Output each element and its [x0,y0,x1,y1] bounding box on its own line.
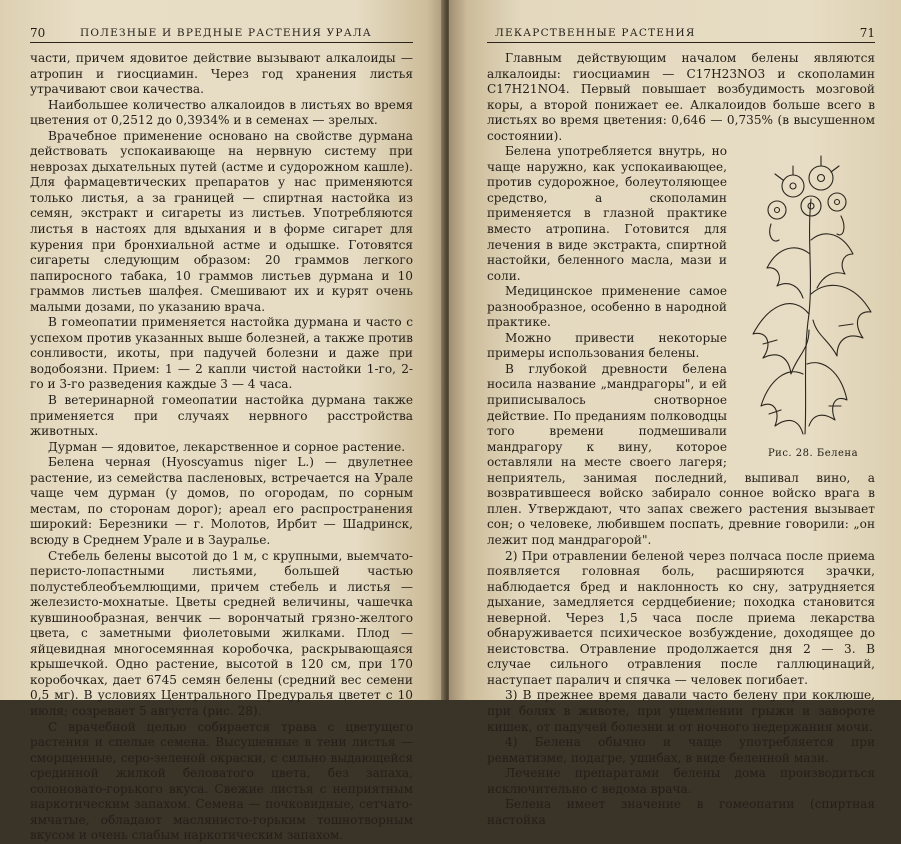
left-page-number: 70 [30,26,46,40]
figure-caption: Рис. 28. Белена [767,448,859,460]
paragraph: С врачебной целью собирается трава с цветущего растения и спелые семена. Высушенные в тени листья — сморщенные, серо-зеленой окраски, с сильно выдающейся срединной жилкой беловатого цвета, без запаха, солоновато-горького вкуса. Свежие листья с неприятным наркотическим запахом. Семена — почковидные, сетчато-ямчатые, обладают маслянисто-горьким тошнотворным вкусом и очень слабым наркотическим запахом. [30,719,413,843]
paragraph: 3) В прежнее время давали часто белену при коклюше, при болях в животе, при ущемлении грыжи и завороте кишек, от падучей болезни и от ночного недержания мочи. [487,688,875,734]
right-running-head: ЛЕКАРСТВЕННЫЕ РАСТЕНИЯ [495,27,696,39]
paragraph: части, причем ядовитое действие вызывают алкалоиды — атропин и гиосциамин. Через год хранения листья утрачивают свои качества. [30,51,413,97]
left-page [0,0,445,843]
paragraph: Медицинское применение самое разнообразное, особенно в народной практике. [487,284,727,330]
right-page-header [487,20,875,43]
right-page [449,0,901,827]
paragraph: Врачебное применение основано на свойстве дурмана действовать успокаивающе на нервную систему при неврозах дыхательных путей (астме и судорожном кашле). Для фармацевтических препаратов у нас применяются только листья, а за границей — спиртная настойка из семян, экстракт и сигареты из листьев. Употребляются листья в настоях для вдыхания и в форме сигарет для курения при бронхиальной астме и одышке. Готовятся сигареты следующим образом: 20 граммов легкого папиросного табака, 10 граммов листьев дурмана и 10 граммов листьев шалфея. Смешивают их и курят очень малыми дозами, по указанию врача. [30,128,413,314]
paragraph: 2) При отравлении беленой через полчаса после приема появляется головная боль, расширяются зрачки, наблюдается бред и наклонность ко сну, затрудняется дыхание, замедляется сердцебиение; походка становится неверной. Через 1,5 часа после приема лекарства обнаруживается психическое возбуждение, доходящее до неистовства. Отравление продолжается дня 2 — 3. В случае сильного отравления после галлюцинаций, наступает паралич и спячка — человек погибает. [487,548,875,687]
left-running-head: ПОЛЕЗНЫЕ И ВРЕДНЫЕ РАСТЕНИЯ УРАЛА [80,27,372,39]
right-page-number: 71 [859,26,875,40]
paragraph: Можно привести некоторые примеры использования белены. [487,330,727,361]
paragraph: Белена имеет значение в гомеопатии (спиртная настойка [487,797,875,827]
paragraph: Главным действующим началом белены являются алкалоиды: гиосциамин — C17H23NO3 и скополамин C17H21NO4. Первый повышает возбудимость мозговой коры, а второй понижает ее. Алкалоидов больше всего в листьях во время цветения: 0,646 — 0,735% (в высушенном состоянии). [487,51,875,143]
paragraph: В гомеопатии применяется настойка дурмана и часто с успехом против указанных выше болезней, а также против сонливости, икоты, при падучей болезни и даже при водобоязни. Прием: 1 — 2 капли чистой настойки 1-го, 2-го и 3-го разведения каждые 3 — 4 часа. [30,315,413,392]
paragraph: Белена употребляется внутрь, но чаще наружно, как успокаивающее, против судорожное, болеутоляющее средство, а скополамин применяется в глазной практике вместо атропина. Готовится для лечения в виде экстракта, спиртной настойки, беленного масла, мази и соли. [487,144,727,283]
henbane-illustration [733,144,883,464]
paragraph: Лечение препаратами белены дома производиться исключительно с ведома врача. [487,766,875,796]
left-page-text [30,51,413,844]
paragraph: Стебель белены высотой до 1 м, с крупными, выемчато-перисто-лопастными листьями, большей частью полустеблеобъемлющими, причем стебель и листья — железисто-мохнатые. Цветы средней величины, чашечка кувшинообразная, венчик — ворончатый грязно-желтого цвета, с заметными фиолетовыми жилками. Плод — яйцевидная многосемянная коробочка, раскрывающаяся крышечкой. Одно растение, высотой в 120 см, при 170 коробочках, дает 6745 семян белены (средний вес семени 0,5 мг). В условиях Центрального Предуралья цветет с 10 июля; созревает 5 августа (рис. 28). [30,548,413,718]
henbane-plant-icon [733,144,883,444]
paragraph: В ветеринарной гомеопатии настойка дурмана также применяется при случаях нервного расстройства животных. [30,393,413,439]
right-page-text [487,51,875,828]
paragraph: Наибольшее количество алкалоидов в листьях во время цветения от 0,2512 до 0,3934% и в семенах — зрелых. [30,97,413,128]
paragraph: В глубокой древности белена носила название „мандрагоры", и ей приписывалось снотворное действие. По преданиям полководцы того времени подмешивали мандрагору к вину, которое оставляли на месте своего лагеря; неприятель, занимая последний, выпивал вино, а возвратившееся войско забирало сонное войско врага в плен. Утверждают, что запах свежего растения вызывает сон; о человеке, любившем поспать, древние говорили: „он лежит под мандрагорой". [487,361,875,547]
left-page-header [30,20,413,43]
paragraph: Белена черная (Hyoscyamus niger L.) — двулетнее растение, из семейства пасленовых, встречается на Урале чаще чем дурман (у домов, по огородам, по сорным местам, по сторонам дорог); ареал его распространения широкий: Березники — г. Молотов, Ирбит — Шадринск, всюду в Среднем Урале и в Зауралье. [30,455,413,547]
paragraph: Дурман — ядовитое, лекарственное и сорное растение. [48,439,406,454]
paragraph: 4) Белена обычно и чаще употребляется при ревматизме, подагре, ушибах, в виде беленной мази. [487,735,875,765]
